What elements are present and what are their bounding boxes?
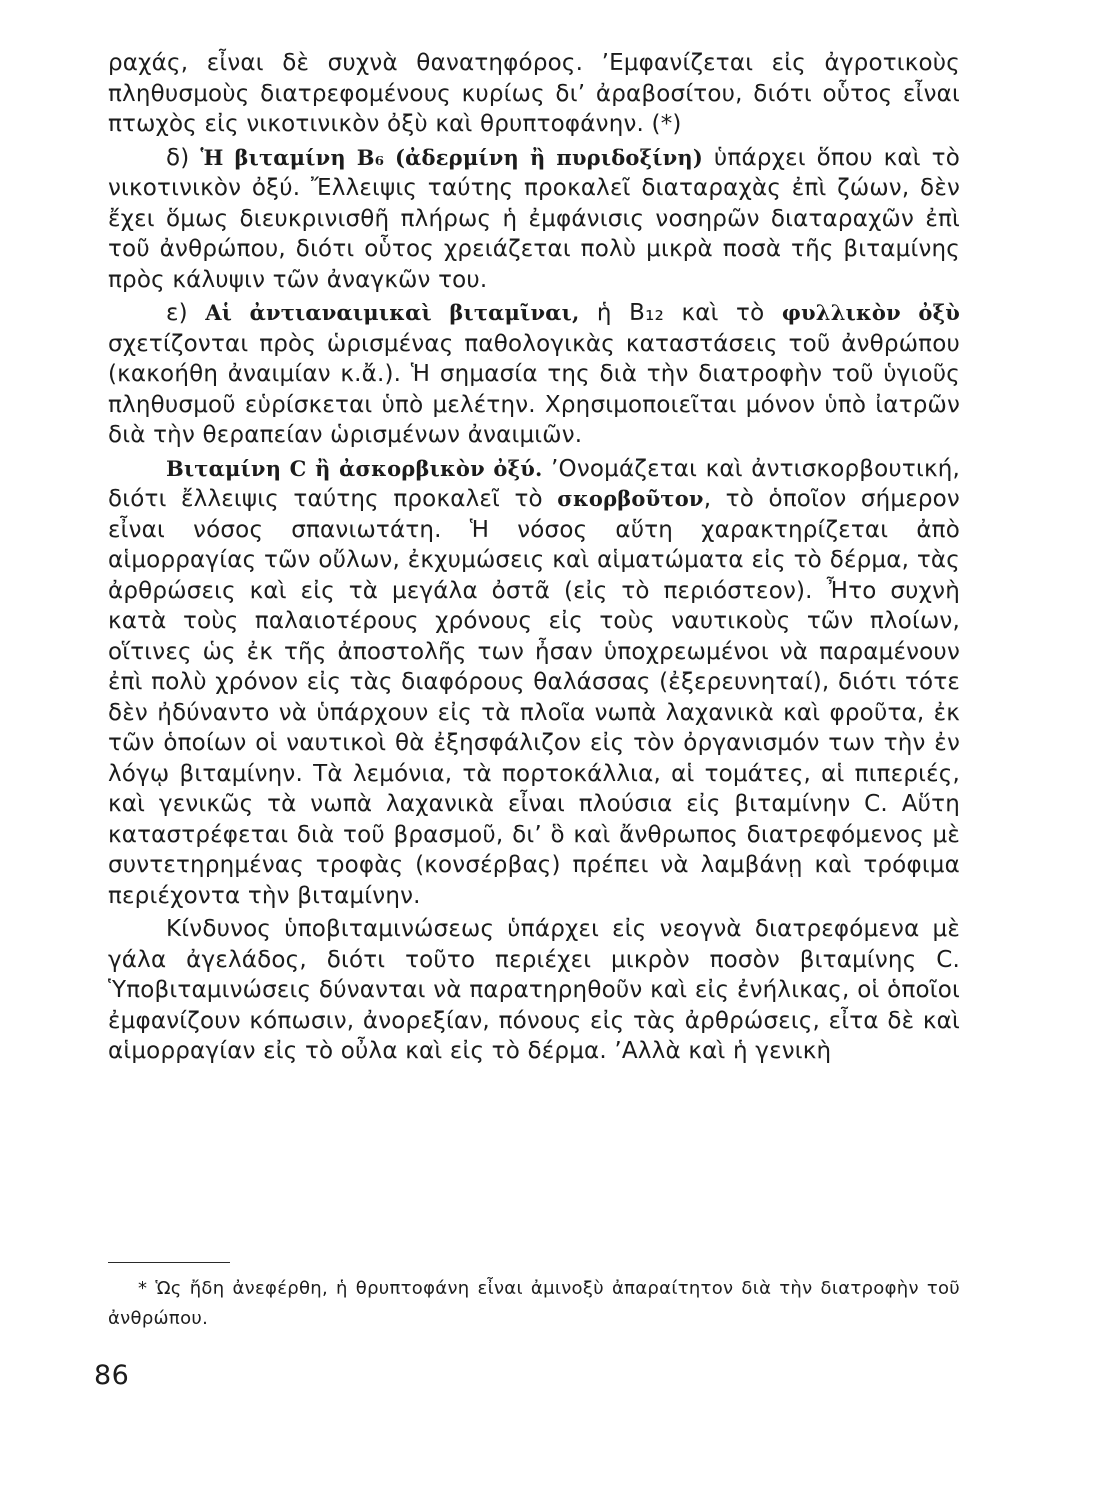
footnote-text: * Ὡς ἤδη ἀνεφέρθη, ἡ θρυπτοφάνη εἶναι ἀμινοξὺ ἀπαραίτητον διὰ τὴν διατροφὴν τοῦ ἀνθρώπου.: [108, 1278, 960, 1329]
footnote: [108, 1274, 960, 1334]
paragraph-antianemic-mid: ἡ Β₁₂ καὶ τὸ: [579, 300, 782, 326]
page-number: 86: [94, 1360, 130, 1391]
paragraph-vitamin-c: [108, 454, 960, 912]
item-marker-e: ε): [166, 300, 206, 326]
term-scurvy: σκορβοῦτον: [557, 486, 704, 511]
paragraph-hypovitaminosis: Κίνδυνος ὑποβιταμινώσεως ὑπάρχει εἰς νεογνὰ διατρεφόμενα μὲ γάλα ἀγελάδος, διότι τοῦτο περιέχει μικρὸν ποσὸν βιταμίνης C. Ὑποβιταμινώσεις δύνανται νὰ παρατηρηθοῦν καὶ εἰς ἐνήλικας, οἱ ὁποῖοι ἐμφανίζουν κόπωσιν, ἀνορεξίαν, πόνους εἰς τὰς ἀρθρώσεις, εἶτα δὲ καὶ αἱμορραγίαν εἰς τὸ οὖλα καὶ εἰς τὸ δέρμα. ’Αλλὰ καὶ ἡ γενικὴ: [108, 916, 960, 1064]
term-vitamin-b6: Ἡ βιταμίνη Β₆ (ἀδερμίνη ἢ πυριδοξίνη): [200, 144, 703, 170]
paragraph-antianemic-text: σχετίζονται πρὸς ὡρισμένας παθολογικὰς καταστάσεις τοῦ ἀνθρώπου (κακοήθη ἀναιμίαν κ.ἄ.). Ἡ σημασία της διὰ τὴν διατροφὴν τοῦ ὑγιοῦς πληθυσμοῦ εὑρίσκεται ὑπὸ μελέτην. Χρησιμοποιεῖται μόνον ὑπὸ ἰατρῶν διὰ τὴν θεραπείαν ὡρισμένων ἀναιμιῶν.: [108, 330, 960, 448]
paragraph-vitamin-c-text: , τὸ ὁποῖον σήμερον εἶναι νόσος σπανιωτάτη. Ἡ νόσος αὕτη χαρακτηρίζεται ἀπὸ αἱμορραγίας τῶν οὔλων, ἐκχυμώσεις καὶ αἱματώματα εἰς τὸ δέρμα, τὰς ἀρθρώσεις καὶ εἰς τὰ μεγάλα ὀστᾶ (εἰς τὸ περιόστεον). Ἦτο συχνὴ κατὰ τοὺς παλαιοτέρους χρόνους εἰς τοὺς ναυτικοὺς τῶν πλοίων, οἵτινες ὡς ἐκ τῆς ἀποστολῆς των ἦσαν ὑποχρεωμένοι νὰ παραμένουν ἐπὶ πολὺ χρόνον εἰς τὰς διαφόρους θαλάσσας (ἐξερευνηταί), διότι τότε δὲν ἠδύναντο νὰ ὑπάρχουν εἰς τὰ πλοῖα νωπὰ λαχανικὰ καὶ φροῦτα, ἐκ τῶν ὁποίων οἱ ναυτικοὶ θὰ ἐξησφάλιζον εἰς τὸν ὀργανισμόν των τὴν ἐν λόγῳ βιταμίνην. Τὰ λεμόνια, τὰ πορτοκάλλια, αἱ τομάτες, αἱ πιπεριές, καὶ γενικῶς τὰ νωπὰ λαχανικὰ εἶναι πλούσια εἰς βιταμίνην C. Αὕτη καταστρέφεται διὰ τοῦ βρασμοῦ, δι’ ὃ καὶ ἄνθρωπος διατρεφόμενος μὲ συντετηρημένας τροφὰς (κονσέρβας) πρέπει νὰ λαμβάνῃ καὶ τρόφιμα περιέχοντα τὴν βιταμίνην.: [108, 486, 960, 909]
footnote-rule: [108, 1262, 230, 1263]
item-marker-d: δ): [166, 144, 201, 171]
term-antianemic-vitamins: Αἱ ἀντιαναιμικαὶ βιταμῖναι,: [205, 300, 580, 325]
paragraph-vitamin-c-intro: ’Ονομάζεται καὶ ἀντισκορβουτική, διότι ἔλλειψις ταύτης προκαλεῖ τὸ: [108, 455, 960, 512]
paragraph-pellagra-continued: ραχάς, εἶναι δὲ συχνὰ θανατηφόρος. ’Εμφανίζεται εἰς ἀγροτικοὺς πληθυσμοὺς διατρεφομένους κυρίως δι’ ἀραβοσίτου, διότι οὗτος εἶναι πτωχὸς εἰς νικοτινικὸν ὀξὺ καὶ θρυπτοφάνην. (*): [108, 50, 960, 137]
body-text: [108, 48, 960, 1067]
paragraph-vitamin-b6-text: ὑπάρχει ὅπου καὶ τὸ νικοτινικὸν ὀξύ. Ἔλλειψις ταύτης προκαλεῖ διαταραχὰς ἐπὶ ζώων, δὲν ἔχει ὅμως διευκρινισθῆ πλήρως ἡ ἐμφάνισις νοσηρῶν διαταραχῶν ἐπὶ τοῦ ἀνθρώπου, διότι οὗτος χρειάζεται πολὺ μικρὰ ποσὰ τῆς βιταμίνης πρὸς κάλυψιν τῶν ἀναγκῶν του.: [108, 144, 960, 293]
term-folic-acid: φυλλικὸν ὀξὺ: [781, 300, 960, 325]
paragraph-vitamin-b6: [108, 143, 960, 296]
term-vitamin-c: Βιταμίνη C ἢ ἀσκορβικὸν ὀξύ.: [166, 455, 543, 481]
paragraph-antianemic-vitamins: [108, 298, 960, 451]
